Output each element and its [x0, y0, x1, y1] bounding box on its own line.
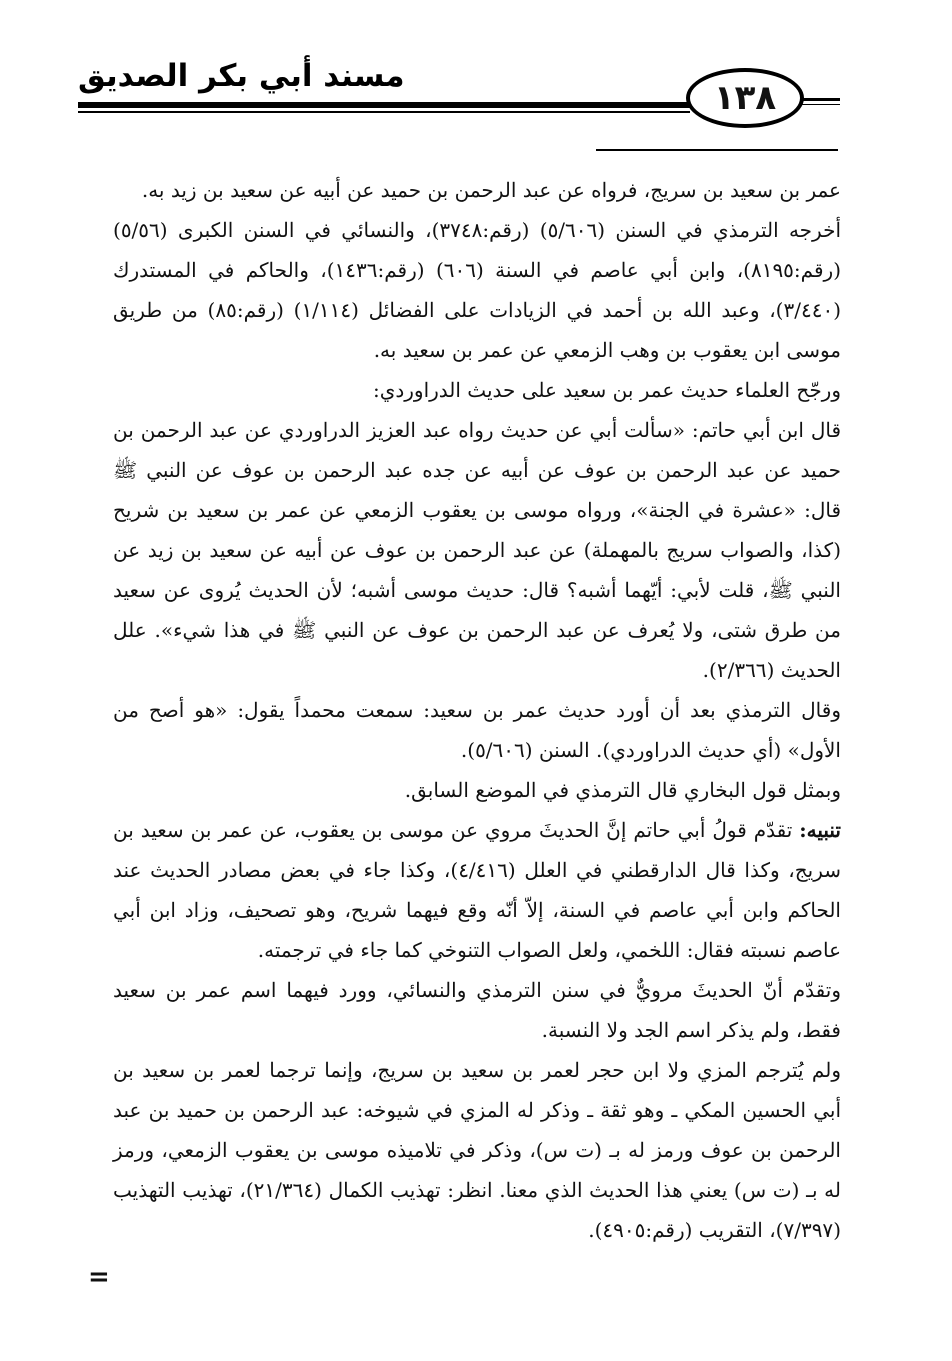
note-label: تنبيه: — [799, 818, 841, 842]
paragraph-2: أخرجه الترمذي في السنن (٥/٦٠٦) (رقم:٣٧٤٨)، والنسائي في السنن الكبرى (٥/٥٦) (رقم:٨١٩٥)، وابن أبي عاصم في السنة (٦٠٦) (رقم:١٤٣٦)، والحاكم في المستدرك (٣/٤٤٠)، وعبد الله بن أحمد في الزيادات على الفضائل (١/١١٤) (رقم:٨٥) من طريق موسى ابن يعقوب بن وهب الزمعي عن عمر بن سعيد به. — [113, 218, 842, 362]
paragraph-7: وتقدّم أنّ الحديثَ مرويٌّ في سنن الترمذي والنسائي، وورد فيهما اسم عمر بن سعيد فقط، ولم يذكر اسم الجد ولا النسبة. — [113, 978, 841, 1042]
paragraph-5: وقال الترمذي بعد أن أورد حديث عمر بن سعيد: سمعت محمداً يقول: «هو أصح من الأول» (أي حديث الدراوردي). السنن (٥/٦٠٦). — [113, 698, 841, 762]
page-number: ١٣٨ — [713, 78, 777, 118]
continuation-mark: = — [88, 1262, 110, 1292]
header-rule-right-thin — [800, 104, 840, 105]
page-number-badge — [686, 68, 804, 128]
header-rule-thin — [78, 111, 690, 113]
paragraph-1: عمر بن سعيد بن سريج، فرواه عن عبد الرحمن بن حميد عن أبيه عن سعيد بن زيد به. — [141, 178, 841, 202]
paragraph-4: قال ابن أبي حاتم: «سألت أبي عن حديث رواه عبد العزيز الدراوردي عن عبد الرحمن بن حميد عن عبد الرحمن بن عوف عن أبيه عن جده عبد الرحمن بن عوف عن النبي ﷺ قال: «عشرة في الجنة»، ورواه موسى بن يعقوب الزمعي عن عمر بن سعيد بن شريح (كذا، والصواب سريج بالمهملة) عن عبد الرحمن بن عوف عن أبيه عن سعيد بن زيد عن النبي ﷺ، قلت لأبي: أيّهما أشبه؟ قال: حديث موسى أشبه؛ لأن الحديث يُروى عن سعيد من طرق شتى، ولا يُعرف عن عبد الرحمن بن عوف عن النبي ﷺ في هذا شيء». علل الحديث (٢/٣٦٦). — [113, 418, 842, 682]
note-text: تقدّم قولُ أبي حاتم إنَّ الحديثَ مروي عن موسى بن يعقوب، عن عمر بن سعيد بن سريج، وكذا قال الدارقطني في العلل (٤/٤١٦)، وكذا جاء في بعض مصادر الحديث عند الحاكم وابن أبي عاصم في السنة، إلاّ أنّه وقع فيهما شريح، وهو تصحيف، وزاد ابن أبي عاصم نسبته فقال: اللخمي، ولعل الصواب التنوخي كما جاء في ترجمته. — [113, 818, 841, 962]
footnote-body — [113, 170, 841, 1250]
paragraph-6: وبمثل قول البخاري قال الترمذي في الموضع السابق. — [404, 778, 841, 802]
running-header-title: مسند أبي بكر الصديق — [78, 58, 405, 94]
footnote-separator-rule — [596, 149, 838, 151]
paragraph-3: ورجّح العلماء حديث عمر بن سعيد على حديث الدراوردي: — [372, 378, 841, 402]
paragraph-8: ولم يُترجم المزي ولا ابن حجر لعمر بن سعيد بن سريج، وإنما ترجما لعمر بن سعيد بن أبي الحسين المكي ـ وهو ثقة ـ وذكر له المزي في شيوخه: عبد الرحمن بن حميد بن عبد الرحمن بن عوف ورمز له بـ (ت س)، وذكر في تلاميذه موسى بن يعقوب الزمعي، ورمز له بـ (ت س) يعني هذا الحديث الذي معنا. انظر: تهذيب الكمال (٢١/٣٦٤)، تهذيب التهذيب (٧/٣٩٧)، التقريب (رقم:٤٩٠٥). — [113, 1058, 841, 1242]
note-paragraph — [113, 810, 841, 970]
header-rule-right — [800, 98, 840, 101]
header-rule-thick — [78, 102, 690, 108]
